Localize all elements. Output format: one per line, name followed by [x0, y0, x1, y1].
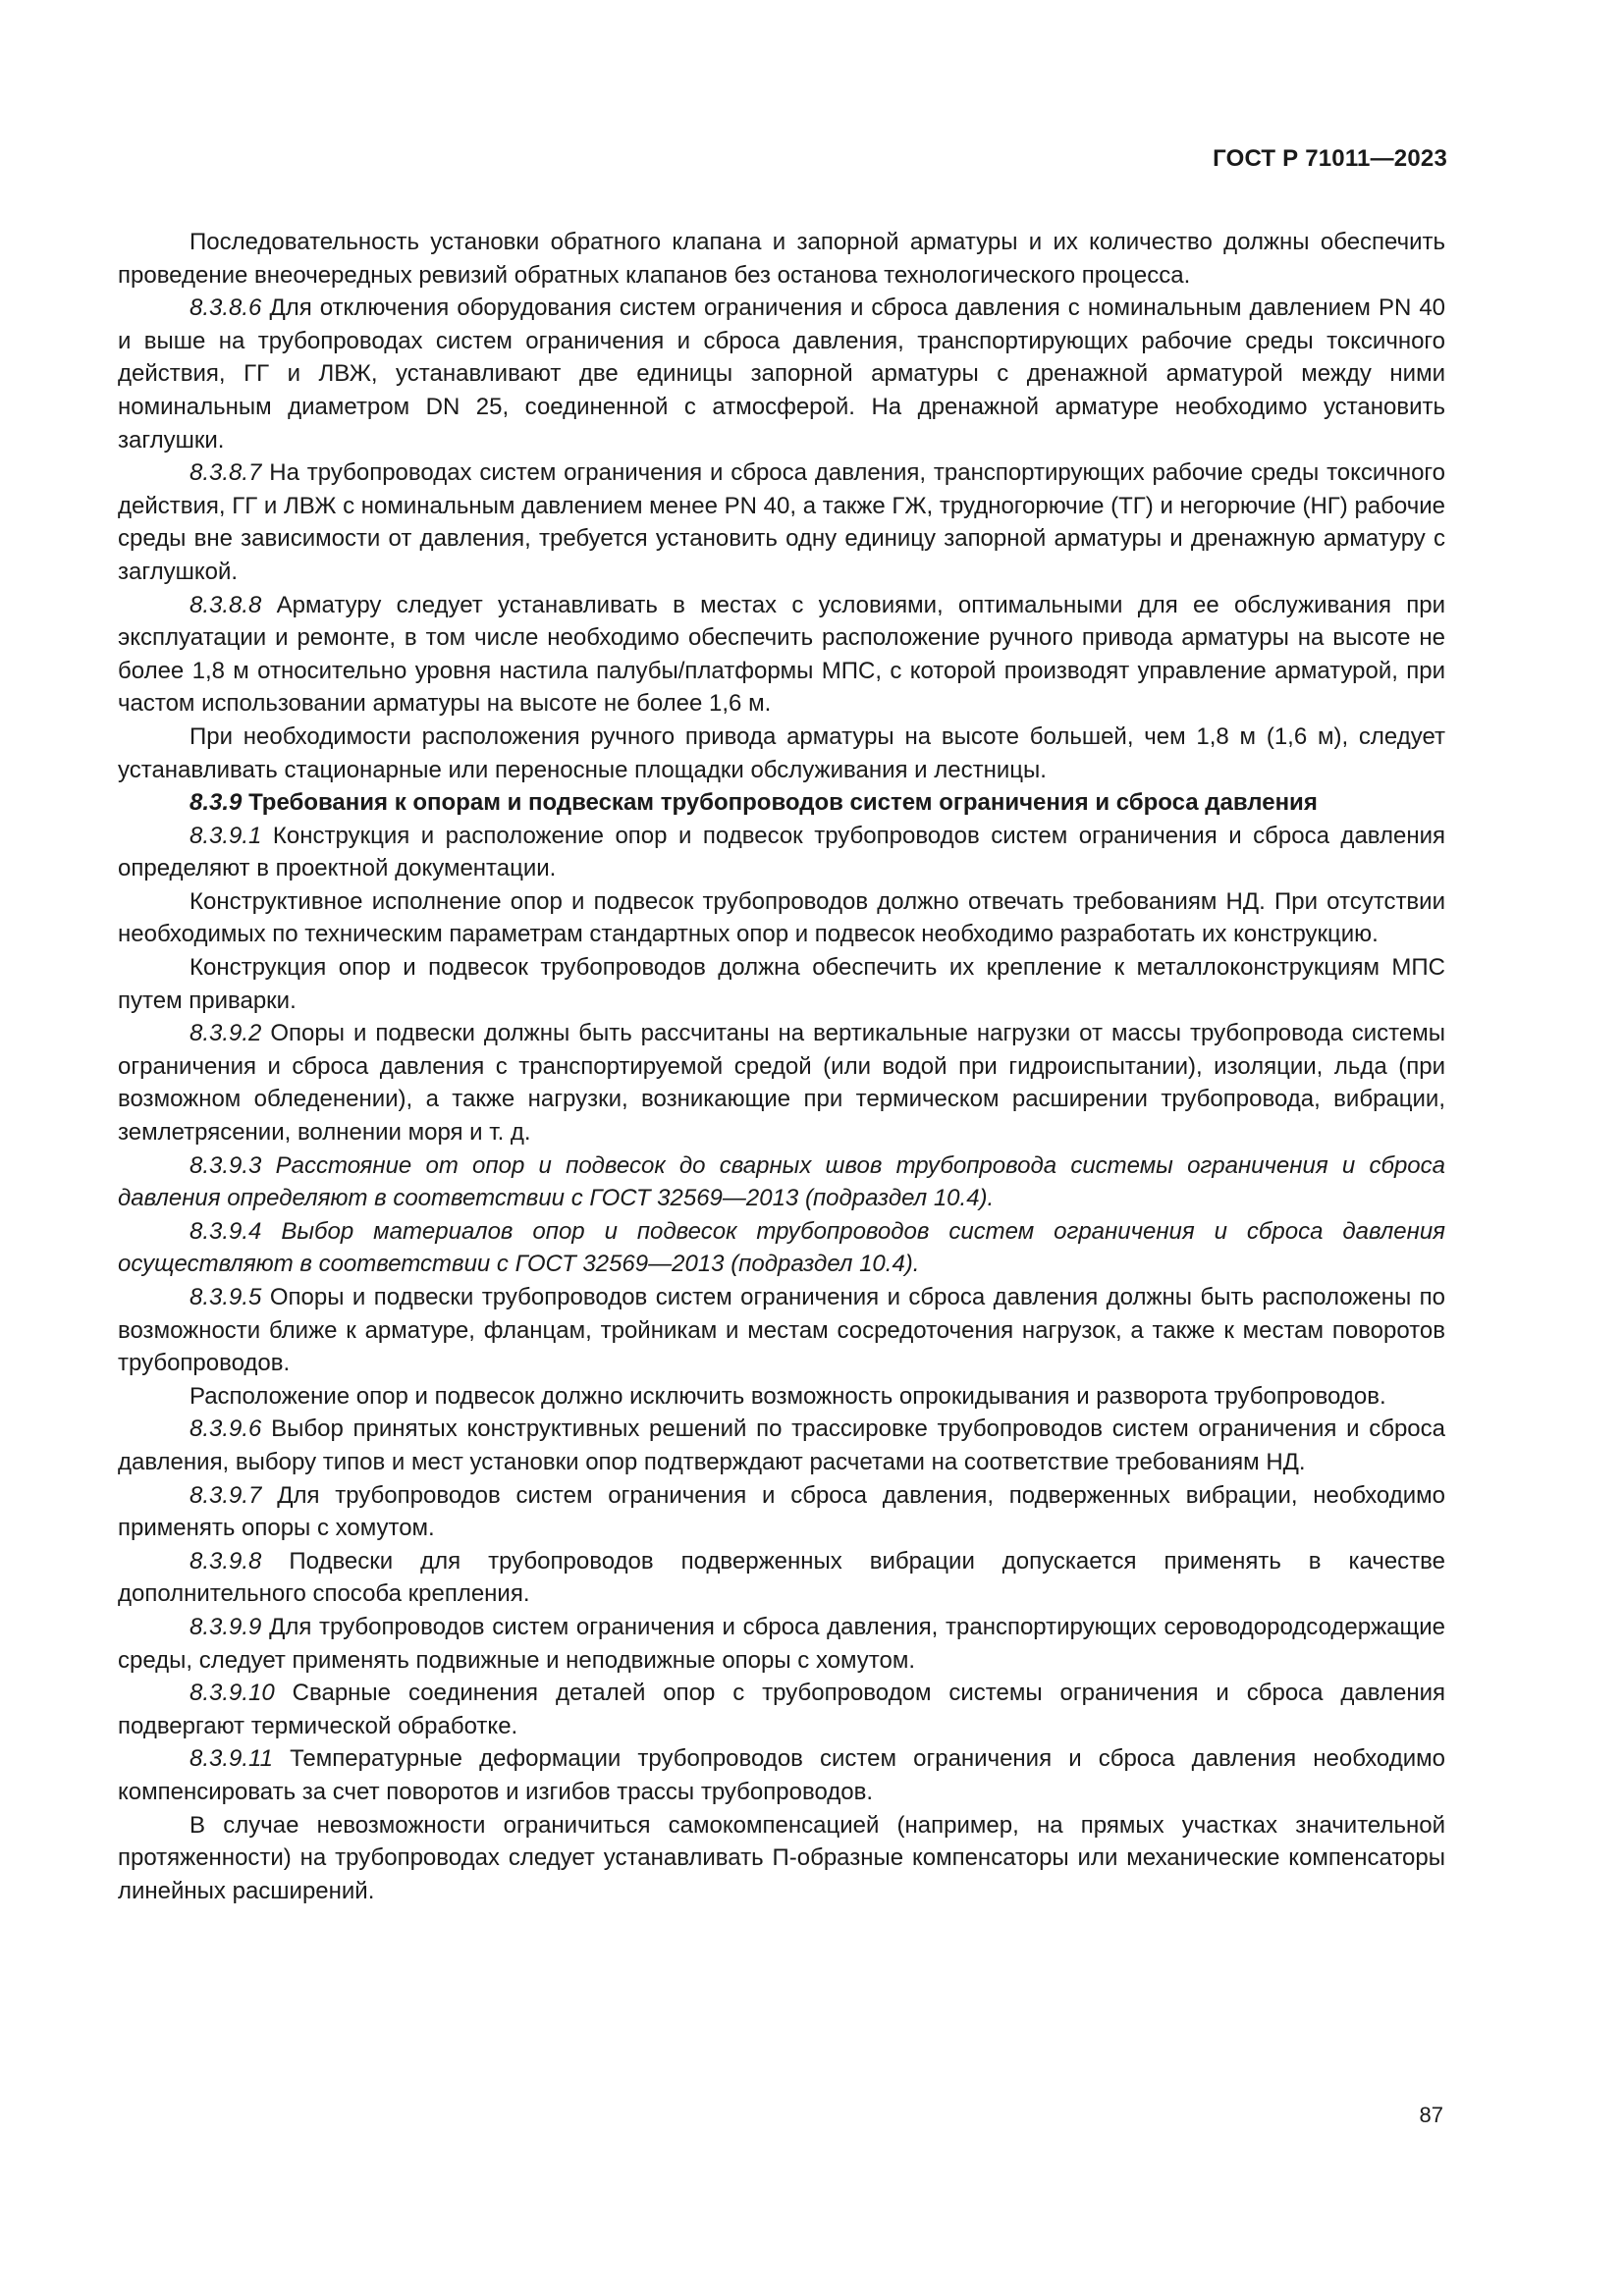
- clause-number: 8.3.9.1: [189, 822, 262, 849]
- clause-number: 8.3.9.11: [189, 1745, 273, 1773]
- paragraph-text: Температурные деформации трубопроводов систем ограничения и сброса давления необходимо компенсировать за счет поворотов и изгибов трассы трубопроводов.: [118, 1745, 1445, 1805]
- paragraph: [118, 456, 1445, 588]
- paragraph-text: Опоры и подвески трубопроводов систем ограничения и сброса давления должны быть расположены по возможности ближе к арматуре, фланцам, тройникам и местам сосредоточения нагрузок, а также к местам поворотов трубопроводов.: [118, 1284, 1445, 1377]
- clause-number: 8.3.9.8: [189, 1547, 262, 1575]
- paragraph: [118, 1742, 1445, 1808]
- paragraph: [118, 1281, 1445, 1380]
- paragraph-text: Расстояние от опор и подвесок до сварных швов трубопровода системы ограничения и сброса давления определяют в соответствии с ГОСТ 32569—2013 (подраздел 10.4).: [118, 1151, 1445, 1212]
- clause-number: 8.3.9.7: [189, 1481, 262, 1509]
- clause-number: 8.3.9.6: [189, 1415, 262, 1443]
- section-heading: [118, 786, 1445, 820]
- page-number: 87: [1419, 2103, 1443, 2127]
- paragraph-text: При необходимости расположения ручного привода арматуры на высоте большей, чем 1,8 м (1,6 м), следует устанавливать стационарные или переносные площадки обслуживания и лестницы.: [118, 722, 1445, 783]
- clause-number: 8.3.9.9: [189, 1613, 262, 1640]
- paragraph: [118, 1215, 1445, 1281]
- paragraph: [118, 1677, 1445, 1742]
- paragraph: [118, 292, 1445, 456]
- paragraph: [118, 1149, 1445, 1215]
- paragraph-text: Расположение опор и подвесок должно исключить возможность опрокидывания и разворота трубопроводов.: [189, 1382, 1386, 1410]
- paragraph-text: Для отключения оборудования систем ограничения и сброса давления с номинальным давлением PN 40 и выше на трубопроводах систем ограничения и сброса давления, транспортирующих рабочие среды токсичного действия, ГГ и ЛВЖ, устанавливают две единицы запорной арматуры с дренажной арматурой между ними номинальным диаметром DN 25, соединенной с атмосферой. На дренажной арматуре необходимо установить заглушки.: [118, 294, 1446, 454]
- paragraph: [118, 1017, 1445, 1148]
- paragraph: [118, 226, 1445, 292]
- paragraph: [118, 721, 1445, 786]
- document-body: [118, 226, 1445, 1907]
- clause-number: 8.3.8.6: [189, 294, 262, 322]
- paragraph-text: Подвески для трубопроводов подверженных вибрации допускается применять в качестве дополнительного способа крепления.: [118, 1547, 1445, 1608]
- clause-number: 8.3.8.7: [189, 459, 262, 487]
- paragraph-text: В случае невозможности ограничиться самокомпенсацией (например, на прямых участках значительной протяженности) на трубопроводах следует устанавливать П-образные компенсаторы или механические компенсаторы линейных расширений.: [118, 1811, 1445, 1904]
- paragraph: [118, 951, 1445, 1017]
- paragraph-text: Выбор материалов опор и подвесок трубопроводов систем ограничения и сброса давления осуществляют в соответствии с ГОСТ 32569—2013 (подраздел 10.4).: [118, 1217, 1445, 1278]
- paragraph: [118, 1611, 1445, 1677]
- clause-number: 8.3.9.2: [189, 1020, 262, 1047]
- clause-number: 8.3.9.3: [189, 1151, 262, 1179]
- paragraph-text: Конструкция опор и подвесок трубопроводов должна обеспечить их крепление к металлоконструкциям МПС путем приварки.: [118, 954, 1445, 1014]
- paragraph: [118, 1380, 1445, 1414]
- paragraph: [118, 1413, 1445, 1478]
- paragraph-text: Арматуру следует устанавливать в местах с условиями, оптимальными для ее обслуживания при эксплуатации и ремонте, в том числе необходимо обеспечить расположение ручного привода арматуры на высоте не более 1,8 м относительно уровня настила палубы/платформы МПС, с которой производят управление арматурой, при частом использовании арматуры на высоте не более 1,6 м.: [118, 591, 1445, 718]
- paragraph-text: Конструктивное исполнение опор и подвесок трубопроводов должно отвечать требованиям НД. При отсутствии необходимых по техническим параметрам стандартных опор и подвесок необходимо разработать их конструкцию.: [118, 887, 1445, 948]
- clause-number: 8.3.9.4: [189, 1217, 262, 1245]
- paragraph-text: Требования к опорам и подвескам трубопроводов систем ограничения и сброса давления: [248, 789, 1318, 817]
- clause-number: 8.3.9: [189, 789, 243, 817]
- paragraph: [118, 1545, 1445, 1611]
- paragraph: [118, 885, 1445, 951]
- paragraph-text: Для трубопроводов систем ограничения и сброса давления, транспортирующих сероводородсодержащие среды, следует применять подвижные и неподвижные опоры с хомутом.: [118, 1613, 1445, 1674]
- paragraph: [118, 820, 1445, 885]
- clause-number: 8.3.9.5: [189, 1284, 262, 1310]
- paragraph-text: Для трубопроводов систем ограничения и сброса давления, подверженных вибрации, необходимо применять опоры с хомутом.: [118, 1481, 1446, 1542]
- paragraph-text: Выбор принятых конструктивных решений по трассировке трубопроводов систем ограничения и сброса давления, выбору типов и мест установки опор подтверждают расчетами на соответствие требованиям НД.: [118, 1415, 1446, 1475]
- paragraph-text: Последовательность установки обратного клапана и запорной арматуры и их количество должны обеспечить проведение внеочередных ревизий обратных клапанов без останова технологического процесса.: [118, 229, 1445, 289]
- paragraph-text: Опоры и подвески должны быть рассчитаны на вертикальные нагрузки от массы трубопровода системы ограничения и сброса давления с транспортируемой средой (или водой при гидроиспытании), изоляции, льда (при возможном обледенении), а также нагрузки, возникающие при термическом расширении трубопровода, вибрации, землетрясении, волнении моря и т. д.: [118, 1020, 1445, 1147]
- document-code-header: ГОСТ Р 71011—2023: [1213, 145, 1447, 172]
- paragraph-text: Конструкция и расположение опор и подвесок трубопроводов систем ограничения и сброса давления определяют в проектной документации.: [118, 822, 1445, 882]
- clause-number: 8.3.8.8: [189, 591, 262, 618]
- paragraph: [118, 1809, 1445, 1908]
- clause-number: 8.3.9.10: [189, 1680, 275, 1707]
- paragraph: [118, 589, 1445, 721]
- paragraph-text: Сварные соединения деталей опор с трубопроводом системы ограничения и сброса давления подвергают термической обработке.: [118, 1680, 1445, 1739]
- paragraph-text: На трубопроводах систем ограничения и сброса давления, транспортирующих рабочие среды токсичного действия, ГГ и ЛВЖ с номинальным давлением менее PN 40, а также ГЖ, трудногорючие (ТГ) и негорючие (НГ) рабочие среды вне зависимости от давления, требуется установить одну единицу запорной арматуры и дренажную арматуру с заглушкой.: [118, 459, 1445, 585]
- paragraph: [118, 1479, 1445, 1545]
